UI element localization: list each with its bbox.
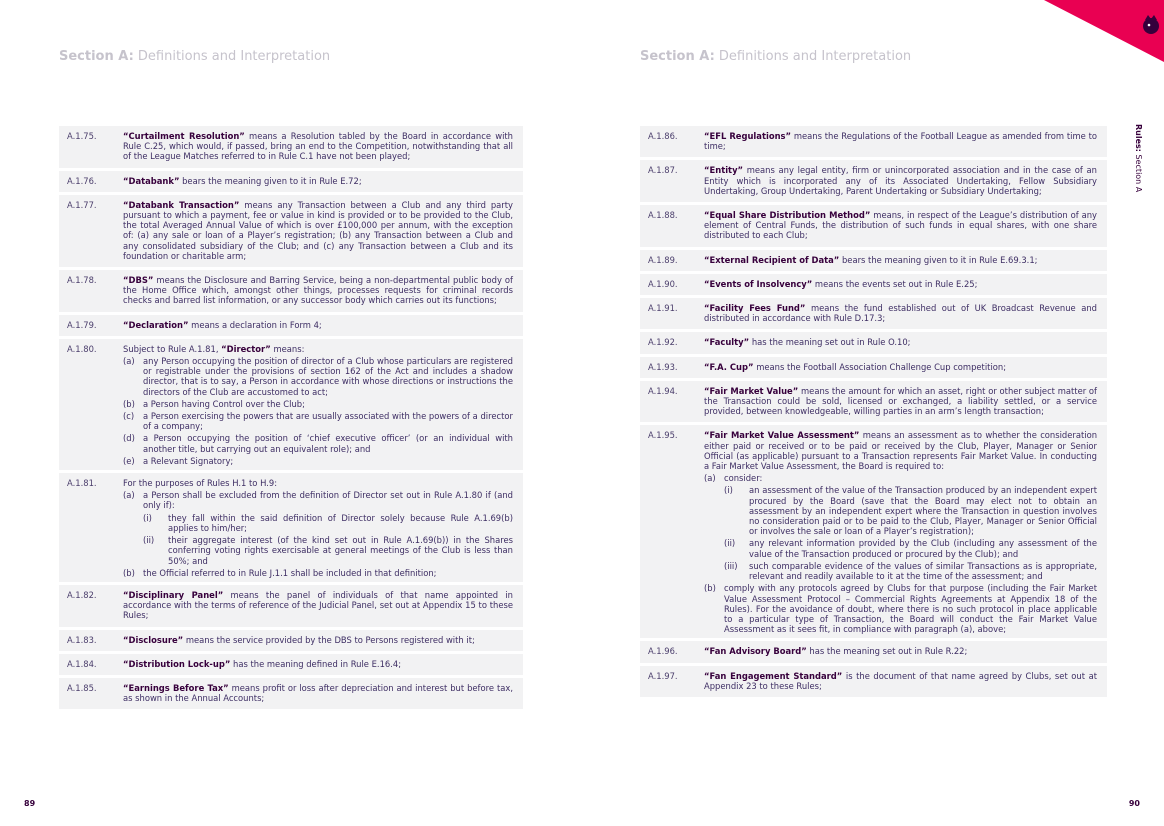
defined-term: “External Recipient of Data” (704, 254, 840, 265)
sub-clause-label: (b) (704, 583, 716, 594)
page-number: 90 (1128, 799, 1140, 808)
rule-intro: For the purposes of Rules H.1 to H.9: (123, 478, 278, 489)
rule-body (704, 279, 1097, 291)
sub-clause (123, 490, 513, 565)
defined-term: “Fair Market Value Assessment” (704, 430, 860, 441)
rule-item (59, 270, 523, 312)
defined-term: “Declaration” (123, 319, 189, 330)
rule-number: A.1.93. (648, 361, 678, 372)
rule-definition: means any legal entity, firm or unincorporated association and in the case of an Entity which is incorporated any of its Associated Undertaking, Fellow Subsidiary Undertaking, Group Undertaking, Parent Undertaking or Subsidiary Undertaking; (704, 165, 1097, 196)
rule-text (123, 659, 513, 669)
rule-text (123, 200, 513, 261)
rule-body (123, 344, 513, 466)
sub-clause-label: (e) (123, 455, 135, 466)
rule-item (59, 678, 523, 709)
rule-number: A.1.95. (648, 430, 678, 441)
defined-term: “Director” (221, 343, 271, 354)
sub-clause-body (724, 473, 1097, 581)
rule-item (59, 630, 523, 651)
sub-clause-text: any Person occupying the position of director of a Club whose particulars are registered or registrable under the provisions of section 162 of the Act and includes a shadow director, that is to say, a Person in accordance with whose directions or instructions the directors of the Club are accustomed to act; (143, 356, 513, 397)
rule-text (123, 131, 513, 162)
rule-body (704, 255, 1097, 267)
sub-sub-clause-label: (i) (724, 485, 733, 496)
rule-item (640, 332, 1107, 353)
sub-sub-clause-label: (iii) (724, 560, 738, 571)
sub-clause (123, 356, 513, 397)
defined-term: “F.A. Cup” (704, 361, 754, 372)
sub-clause (704, 583, 1097, 634)
rule-number: A.1.80. (67, 343, 97, 354)
rule-body (704, 131, 1097, 153)
sub-sub-clause-label: (ii) (143, 535, 155, 546)
sub-clause-body (143, 411, 513, 431)
rule-text (123, 275, 513, 306)
sub-clause-label: (b) (123, 398, 135, 409)
rule-text (704, 337, 1097, 347)
sub-clause-text: consider: (724, 473, 763, 484)
right-page (582, 0, 1164, 826)
sub-clause-text: a Person exercising the powers that are usually associated with the powers of a director of a company; (143, 411, 513, 432)
rule-number: A.1.75. (67, 131, 97, 141)
rule-number: A.1.83. (67, 634, 97, 645)
defined-term: “Databank” (123, 175, 180, 186)
rule-number: A.1.94. (648, 385, 678, 396)
rule-number: A.1.91. (648, 303, 678, 314)
rule-text (123, 478, 513, 488)
sub-sub-clause-text: such comparable evidence of the values of similar Transactions as is appropriate, relevant and readily available to it at the time of the assessment; and (749, 560, 1097, 582)
rule-item (640, 205, 1107, 247)
rule-definition: means the Disclosure and Barring Service, being a non-departmental public body of the Home Office which, amongst other things, processes requests for criminal records checks and barred list information, or any successor body which carries out its functions; (123, 275, 513, 306)
defined-term: “Distribution Lock-up” (123, 658, 231, 669)
rule-number: A.1.76. (67, 175, 97, 186)
defined-term: “Events of Insolvency” (704, 278, 813, 289)
defined-term: “Disciplinary Panel” (123, 589, 224, 600)
rule-number: A.1.84. (67, 658, 97, 669)
sub-sub-clause (143, 535, 513, 566)
rule-item (640, 126, 1107, 157)
defined-term: “DBS” (123, 275, 154, 286)
page-number: 89 (24, 799, 36, 808)
rule-definition: means the panel of individuals of that name appointed in accordance with the terms of reference of the Judicial Panel, set out at Appendix 15 to these Rules; (123, 589, 513, 621)
rule-definition: means an assessment as to whether the consideration either paid or received or to be paid or received by the Club, Player, Manager or Senior Official (as applicable) pursuant to a Transaction represents Fair Market Value. In conducting a Fair Market Value Assessment, the Board is required to: (704, 430, 1098, 472)
rule-item (640, 250, 1107, 271)
rule-text (123, 176, 513, 186)
rule-item (59, 585, 523, 627)
rule-definition: means a declaration in Form 4; (188, 319, 322, 330)
rule-number: A.1.87. (648, 165, 678, 176)
sub-clause-body (724, 583, 1097, 634)
rule-body (704, 671, 1097, 693)
sub-sub-clause (724, 538, 1097, 558)
rule-body (123, 200, 513, 263)
sub-sub-clause (724, 561, 1097, 581)
sub-sub-clause-text: their aggregate interest (of the kind set out in Rule A.1.69(b)) in the Shares conferring voting rights exercisable at general meetings of the Club is less than 50%; and (168, 535, 513, 566)
defined-term: “EFL Regulations” (704, 131, 792, 141)
rule-item (59, 654, 523, 675)
rule-definition: means a Resolution tabled by the Board in accordance with Rule C.25, which would, if passed, bring an end to the Competition, notwithstanding that all of the League Matches referred to in Rule C.1 have not been played; (123, 131, 513, 162)
rule-number: A.1.90. (648, 278, 678, 289)
rule-body (123, 635, 513, 647)
rule-item (59, 473, 523, 582)
rules-list (59, 126, 523, 712)
rule-definition: is the document of that name agreed by Clubs, set out at Appendix 23 to these Rules; (704, 670, 1097, 691)
side-section-label: Rules: Section A (1134, 124, 1143, 193)
section-title: Section A: Definitions and Interpretation (59, 49, 331, 64)
rule-body (123, 478, 513, 578)
rule-item (640, 298, 1107, 329)
rule-number: A.1.86. (648, 131, 678, 141)
sub-clause (123, 399, 513, 409)
rule-definition: means the Football Association Challenge Cup competition; (753, 361, 1007, 372)
sub-clause-label: (c) (123, 411, 135, 422)
sub-clause-label: (b) (123, 567, 135, 578)
sub-sub-clause (724, 485, 1097, 536)
rules-list (640, 126, 1107, 700)
rule-body (123, 590, 513, 623)
rule-item (59, 195, 523, 267)
rule-definition: bears the meaning given to it in Rule E.69.3.1; (839, 254, 1038, 265)
defined-term: “Faculty” (704, 337, 750, 348)
rule-number: A.1.79. (67, 319, 97, 330)
rule-body (704, 646, 1097, 658)
sub-sub-clause (143, 513, 513, 533)
sub-sub-clause-label: (i) (143, 512, 152, 523)
rule-definition: has the meaning set out in Rule R.22; (806, 646, 968, 657)
rule-definition: has the meaning set out in Rule O.10; (749, 337, 911, 348)
sub-clause-text: a Relevant Signatory; (143, 455, 234, 466)
corner-banner (1014, 0, 1164, 70)
rule-definition: bears the meaning given to it in Rule E.72; (179, 175, 362, 186)
rule-definition: means the Regulations of the Football League as amended from time to time; (704, 131, 1097, 152)
sub-clause (704, 473, 1097, 581)
rule-number: A.1.97. (648, 670, 678, 681)
rule-body (123, 659, 513, 671)
rule-item (59, 339, 523, 470)
sub-clause-text: comply with any protocols agreed by Clubs for that purpose (including the Fair Market Value Assessment Protocol – Commercial Rights Agreements at Appendix 18 of the Rules). For the avoidance of doubt, where there is no such protocol in place applicable to a particular type of Transaction, the Board will conduct the Fair Market Value Assessment as it sees fit, in compliance with paragraph (a), above; (724, 583, 1097, 635)
rule-body (123, 131, 513, 164)
sub-clause-body (143, 356, 513, 397)
sub-sub-clause-text: any relevant information provided by the Club (including any assessment of the value of the Transaction produced or procured by the Club); and (749, 538, 1097, 559)
rule-number: A.1.81. (67, 478, 97, 489)
rule-text (704, 131, 1097, 151)
sub-clause-body (143, 399, 513, 409)
rule-text (123, 320, 513, 330)
rule-body (704, 337, 1097, 349)
rule-item (59, 171, 523, 192)
rule-text (704, 303, 1097, 323)
sub-clause-body (143, 433, 513, 453)
rule-body (704, 362, 1097, 374)
rule-number: A.1.88. (648, 210, 678, 221)
sub-clause-text: a Person occupying the position of ‘chief executive officer’ (or an individual with another title, but carrying out an equivalent role); and (143, 433, 513, 454)
rule-body (704, 210, 1097, 243)
defined-term: “Earnings Before Tax” (123, 682, 229, 693)
rule-number: A.1.92. (648, 337, 678, 348)
rule-item (59, 126, 523, 168)
rule-definition: means the events set out in Rule E.25; (812, 278, 978, 289)
rule-text (123, 683, 513, 703)
defined-term: “Facility Fees Fund” (704, 303, 806, 314)
sub-clause-body (143, 456, 513, 466)
sub-clause (123, 433, 513, 453)
rule-definition: means: (270, 343, 305, 354)
rule-body (123, 683, 513, 705)
rule-item (640, 160, 1107, 202)
rule-definition: means the amount for which an asset, right or other subject matter of the Transaction could be sold, licensed or exchanged, a liability settled, or a service provided, between knowledgeable, willing parties in an arm’s length transaction; (704, 385, 1097, 417)
rule-text (704, 362, 1097, 372)
sub-clause-body (143, 490, 513, 565)
rule-item (640, 357, 1107, 378)
rule-number: A.1.78. (67, 275, 97, 286)
rule-text (123, 635, 513, 645)
rule-definition: means the service provided by the DBS to Persons registered with it; (183, 634, 475, 645)
rule-item (640, 641, 1107, 662)
sub-clause-body (143, 568, 513, 578)
rule-text (704, 210, 1097, 241)
rule-item (640, 274, 1107, 295)
sub-clause-label: (a) (704, 473, 716, 484)
rule-definition: means profit or loss after depreciation and interest but before tax, as shown in the Annual Accounts; (123, 682, 513, 704)
sub-clause-text: the Official referred to in Rule J.1.1 shall be included in that definition; (143, 567, 437, 578)
defined-term: “Fan Advisory Board” (704, 646, 807, 657)
rule-definition: means any Transaction between a Club and any third party pursuant to which a payment, fee or value in kind is provided or to be provided to the Club, the total Averaged Annual Value of which is over £100,000 per annum, with the exception of: (a) any sale or loan of a Player’s registration; (b) any Transaction between a Club and any consolidated subsidiary of the Club; and (c) any Transaction between a Club and its foundation or charitable arm; (123, 199, 513, 261)
rule-number: A.1.77. (67, 199, 97, 210)
rule-text (704, 255, 1097, 265)
rule-number: A.1.85. (67, 682, 97, 693)
rule-definition: means the fund established out of UK Broadcast Revenue and distributed in accordance with Rule D.17.3; (704, 303, 1097, 324)
rule-body (123, 320, 513, 332)
rule-definition: has the meaning defined in Rule E.16.4; (230, 658, 402, 669)
rule-body (704, 430, 1097, 634)
sub-clause (123, 411, 513, 431)
rule-text (123, 590, 513, 621)
rule-number: A.1.96. (648, 646, 678, 657)
defined-term: “Fan Engagement Standard” (704, 670, 843, 681)
rule-number: A.1.82. (67, 589, 97, 600)
sub-clause-label: (d) (123, 433, 135, 444)
defined-term: “Entity” (704, 165, 744, 176)
sub-clause-text: a Person shall be excluded from the definition of Director set out in Rule A.1.80 if (and only if): (143, 490, 513, 511)
rule-body (704, 303, 1097, 325)
rule-text (704, 165, 1097, 196)
rule-text (704, 671, 1097, 691)
sub-clause-label: (a) (123, 490, 135, 501)
rule-item (640, 381, 1107, 423)
section-title: Section A: Definitions and Interpretation (640, 49, 912, 64)
rule-definition: means, in respect of the League’s distribution of any element of Central Funds, the distribution of such funds in equal shares, with one share distributed to each Club; (704, 210, 1097, 241)
defined-term: “Curtailment Resolution” (123, 131, 245, 141)
rule-text (123, 344, 513, 354)
sub-clause (123, 456, 513, 466)
sub-sub-clause-label: (ii) (724, 538, 736, 549)
rule-text (704, 430, 1097, 471)
sub-sub-clause-text: they fall within the said definition of Director solely because Rule A.1.69(b) applies to him/her; (168, 512, 513, 533)
sub-sub-clause-text: an assessment of the value of the Transaction produced by an independent expert procured by the Board (save that the Board may elect not to obtain an assessment by an independent expert where the Transaction in question involves no consideration paid or to be paid to the Club, Player, Manager or Senior Official or involves the sale or loan of a Player’s registration); (749, 485, 1097, 537)
sub-clause (123, 568, 513, 578)
rule-body (123, 275, 513, 308)
sub-clause-text: a Person having Control over the Club; (143, 398, 305, 409)
defined-term: “Databank Transaction” (123, 199, 240, 210)
rule-item (59, 315, 523, 336)
rule-item (640, 666, 1107, 697)
rule-text (704, 386, 1097, 417)
rule-number: A.1.89. (648, 254, 678, 265)
defined-term: “Equal Share Distribution Method” (704, 210, 871, 221)
sub-clause-label: (a) (123, 356, 135, 367)
rule-intro: Subject to Rule A.1.81, (123, 343, 222, 354)
rule-item (640, 425, 1107, 638)
rule-text (704, 279, 1097, 289)
rule-text (704, 646, 1097, 656)
rule-body (123, 176, 513, 188)
rule-body (704, 165, 1097, 198)
rule-body (704, 386, 1097, 419)
defined-term: “Disclosure” (123, 634, 184, 645)
defined-term: “Fair Market Value” (704, 385, 799, 396)
